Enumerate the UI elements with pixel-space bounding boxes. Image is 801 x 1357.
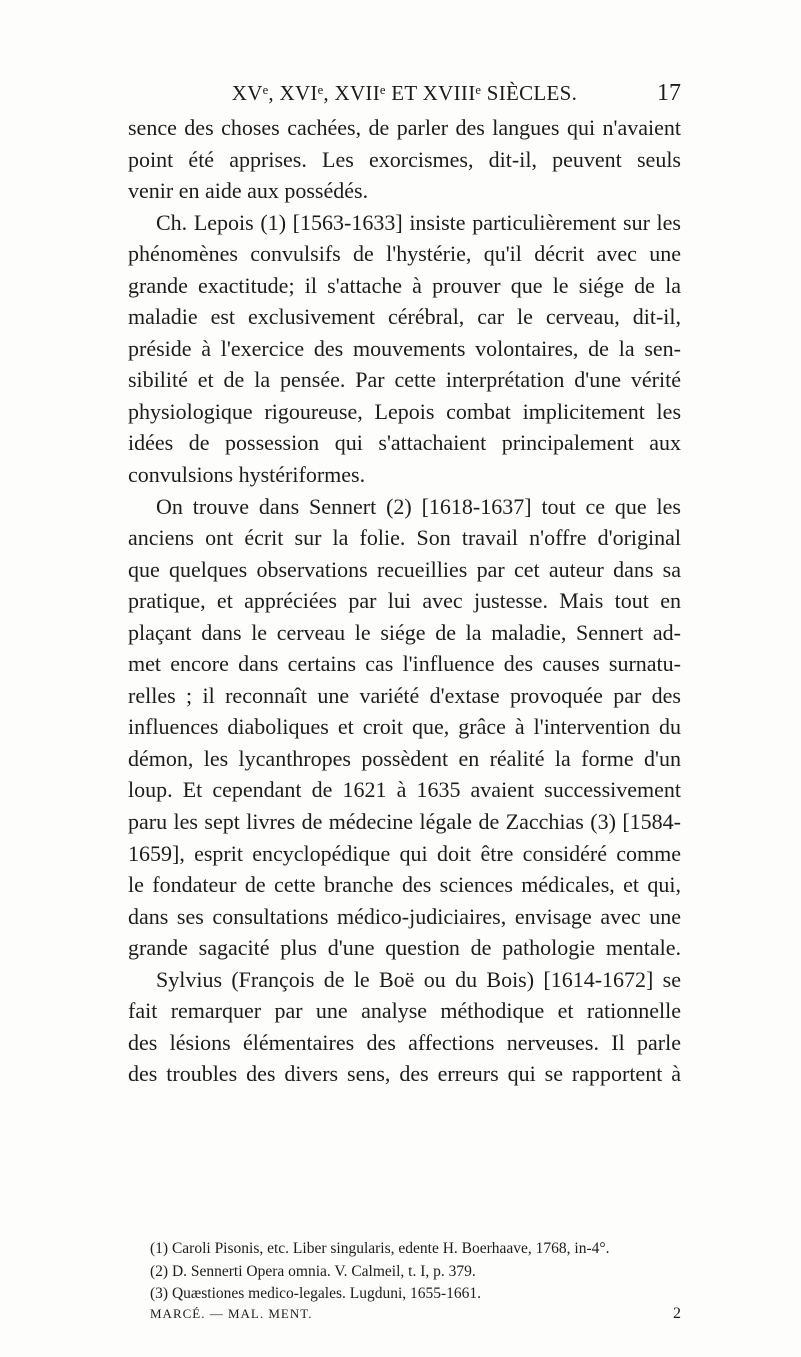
- footnote: (1) Caroli Pisonis, etc. Liber singularis, edente H. Boerhaave, 1768, in-4°.: [150, 1240, 610, 1257]
- text-line: démon, les lycanthropes possèdent en réalité la forme d'un: [128, 745, 681, 771]
- text-line: grande sagacité plus d'une question de pathologie mentale.: [128, 935, 681, 961]
- text-line: sibilité et de la pensée. Par cette interprétation d'une vérité: [128, 367, 681, 393]
- text-line: On trouve dans Sennert (2) [1618-1637] tout ce que les: [156, 493, 681, 519]
- text-line: sence des choses cachées, de parler des langues qui n'avaient: [128, 115, 681, 140]
- text-line: relles ; il reconnaît une variété d'extase provoquée par des: [128, 682, 681, 708]
- text-line: phénomènes convulsifs de l'hystérie, qu'il décrit avec une: [128, 241, 681, 267]
- text-line: idées de possession qui s'attachaient principalement aux: [128, 430, 681, 456]
- text-line: met encore dans certains cas l'influence des causes surnatu-: [128, 651, 681, 677]
- text-line: anciens ont écrit sur la folie. Son travail n'offre d'original: [128, 525, 681, 551]
- footnote: (2) D. Sennerti Opera omnia. V. Calmeil, t. I, p. 379.: [150, 1262, 476, 1280]
- text-line: physiologique rigoureuse, Lepois combat implicitement les: [128, 398, 681, 424]
- text-line: grande exactitude; il s'attache à prouver que le siége de la: [128, 272, 681, 298]
- text-line: le fondateur de cette branche des sciences médicales, et qui,: [128, 872, 681, 898]
- text-line: des troubles des divers sens, des erreurs qui se rapportent à: [128, 1061, 681, 1087]
- text-line: préside à l'exercice des mouvements volontaires, de la sen-: [128, 335, 681, 361]
- text-line: venir en aide aux possédés.: [128, 178, 369, 204]
- text-line: fait remarquer par une analyse méthodique et rationnelle: [128, 998, 681, 1024]
- running-head: [128, 78, 681, 108]
- text-line: 1659], esprit encyclopédique qui doit être considéré comme: [128, 840, 681, 866]
- text-line: paru les sept livres de médecine légale de Zacchias (3) [1584-: [128, 809, 681, 835]
- text-line: maladie est exclusivement cérébral, car le cerveau, dit-il,: [128, 304, 681, 330]
- text-line: plaçant dans le cerveau le siége de la maladie, Sennert ad-: [128, 619, 681, 645]
- signature-number: 2: [673, 1305, 681, 1322]
- text-line: point été apprises. Les exorcismes, dit-il, peuvent seuls: [128, 146, 681, 172]
- text-line: dans ses consultations médico-judiciaires, envisage avec une: [128, 903, 681, 929]
- signature-mark: MARCÉ. — MAL. MENT.: [150, 1306, 313, 1321]
- running-title: XVᵉ, XVIᵉ, XVIIᵉ ET XVIIIᵉ SIÈCLES.: [231, 81, 578, 105]
- body-text: [128, 112, 681, 1090]
- text-line: des lésions élémentaires des affections nerveuses. Il parle: [128, 1029, 681, 1055]
- signature-line: [128, 1304, 681, 1324]
- text-line: influences diaboliques et croit que, grâce à l'intervention du: [128, 714, 681, 740]
- footnote: (3) Quæstiones medico-legales. Lugduni, 1655-1661.: [150, 1285, 482, 1302]
- text-line: Sylvius (François de le Boë ou du Bois) [1614-1672] se: [156, 966, 681, 992]
- footnotes: [128, 1238, 681, 1306]
- text-line: que quelques observations recueillies par cet auteur dans sa: [128, 556, 681, 582]
- page-number: 17: [657, 80, 681, 106]
- text-line: convulsions hystériformes.: [128, 462, 366, 488]
- text-line: loup. Et cependant de 1621 à 1635 avaient successivement: [128, 777, 681, 803]
- text-line: Ch. Lepois (1) [1563-1633] insiste particulièrement sur les: [156, 209, 681, 235]
- text-line: pratique, et appréciées par lui avec justesse. Mais tout en: [128, 588, 681, 614]
